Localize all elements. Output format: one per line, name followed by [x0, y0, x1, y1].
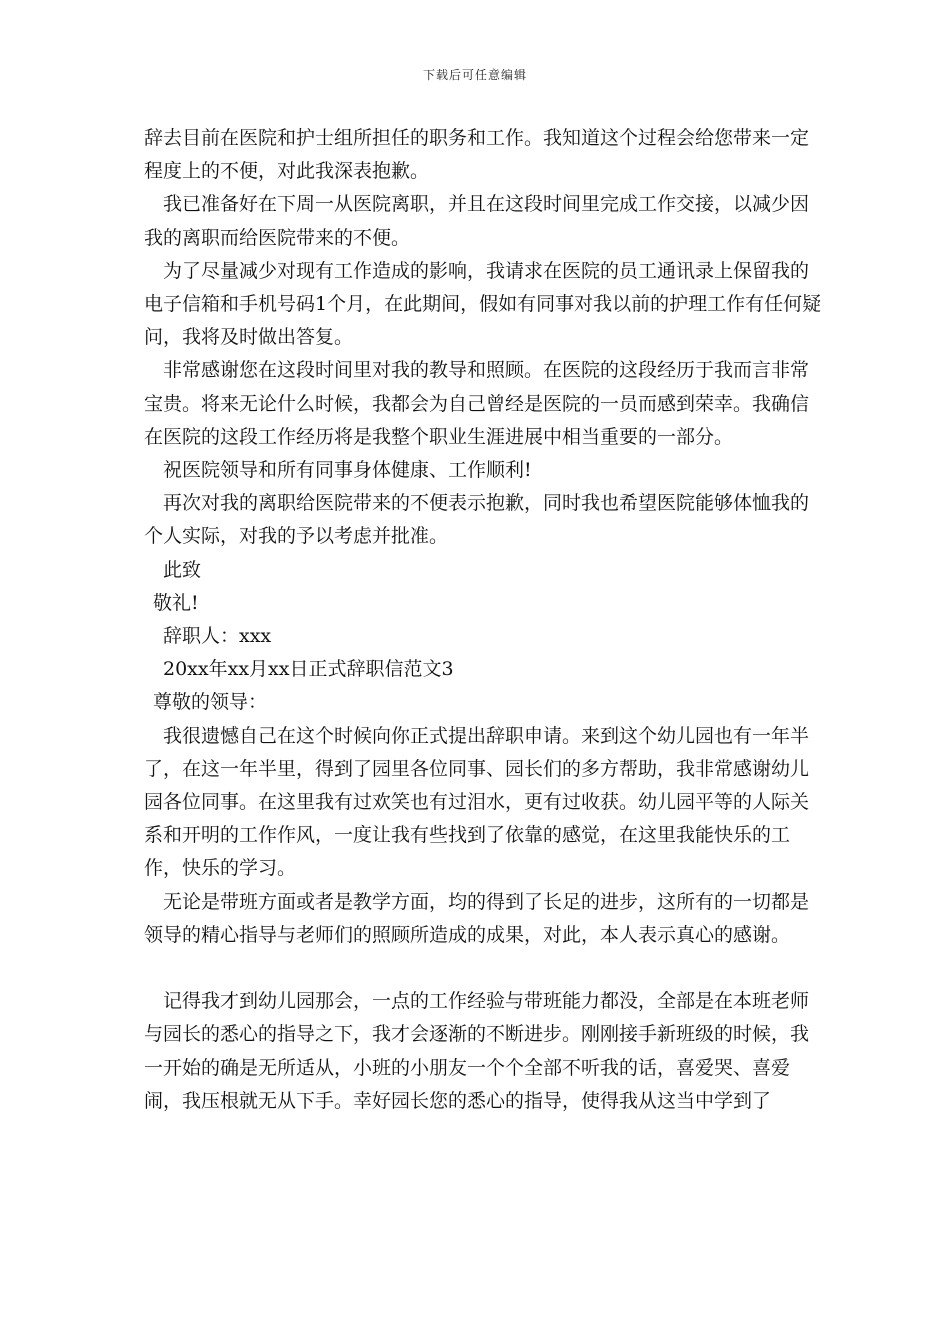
- paragraph-4: 非常感谢您在这段时间里对我的教导和照顾。在医院的这段经历于我而言非常宝贵。将来无论什么时候，我都会为自己曾经是医院的一员而感到荣幸。我确信在医院的这段工作经历将是我整个职业生涯进展中相当重要的一部分。: [144, 359, 810, 448]
- closing-regards: 敬礼!: [153, 591, 199, 614]
- paragraph-3: 为了尽量减少对现有工作造成的影响，我请求在医院的员工通讯录上保留我的电子信箱和手机号码1个月，在此期间，假如有同事对我以前的护理工作有任何疑问，我将及时做出答复。: [144, 259, 822, 349]
- paragraph-2: 我已准备好在下周一从医院离职，并且在这段时间里完成工作交接，以减少因我的离职而给医院带来的不便。: [144, 193, 810, 249]
- greeting: 尊敬的领导：: [153, 691, 268, 714]
- paragraph-1: 辞去目前在医院和护士组所担任的职务和工作。我知道这个过程会给您带来一定程度上的不便，对此我深表抱歉。: [144, 127, 810, 183]
- paragraph-5: 祝医院领导和所有同事身体健康、工作顺利!: [163, 459, 532, 482]
- paragraph-12: 我很遗憾自己在这个时候向你正式提出辞职申请。来到这个幼儿园也有一年半了，在这一年半里，得到了园里各位同事、园长们的多方帮助，我非常感谢幼儿园各位同事。在这里我有过欢笑也有过泪水，更有过收获。幼儿园平等的人际关系和开明的工作作风，一度让我有些找到了依靠的感觉，在这里我能快乐的工作，快乐的学习。: [144, 724, 810, 880]
- paragraph-6: 再次对我的离职给医院带来的不便表示抱歉，同时我也希望医院能够体恤我的个人实际，对我的予以考虑并批准。: [144, 492, 810, 548]
- closing-salutation: 此致: [163, 558, 202, 581]
- section-heading: 20xx年xx月xx日正式辞职信范文3: [163, 658, 454, 681]
- paragraph-14: 记得我才到幼儿园那会，一点的工作经验与带班能力都没，全部是在本班老师与园长的悉心的指导之下，我才会逐渐的不断进步。刚刚接手新班级的时候，我一开始的确是无所适从，小班的小朋友一个个全部不听我的话，喜爱哭、喜爱闹，我压根就无从下手。幸好园长您的悉心的指导，使得我从这当中学到了: [144, 990, 810, 1112]
- paragraph-gap: [144, 952, 824, 985]
- document-body: [144, 122, 824, 1118]
- paragraph-13: 无论是带班方面或者是教学方面，均的得到了长足的进步，这所有的一切都是领导的精心指导与老师们的照顾所造成的成果，对此，本人表示真心的感谢。: [144, 890, 810, 946]
- signature-line: 辞职人：xxx: [163, 625, 272, 648]
- page-header-note: 下载后可任意编辑: [422, 68, 527, 82]
